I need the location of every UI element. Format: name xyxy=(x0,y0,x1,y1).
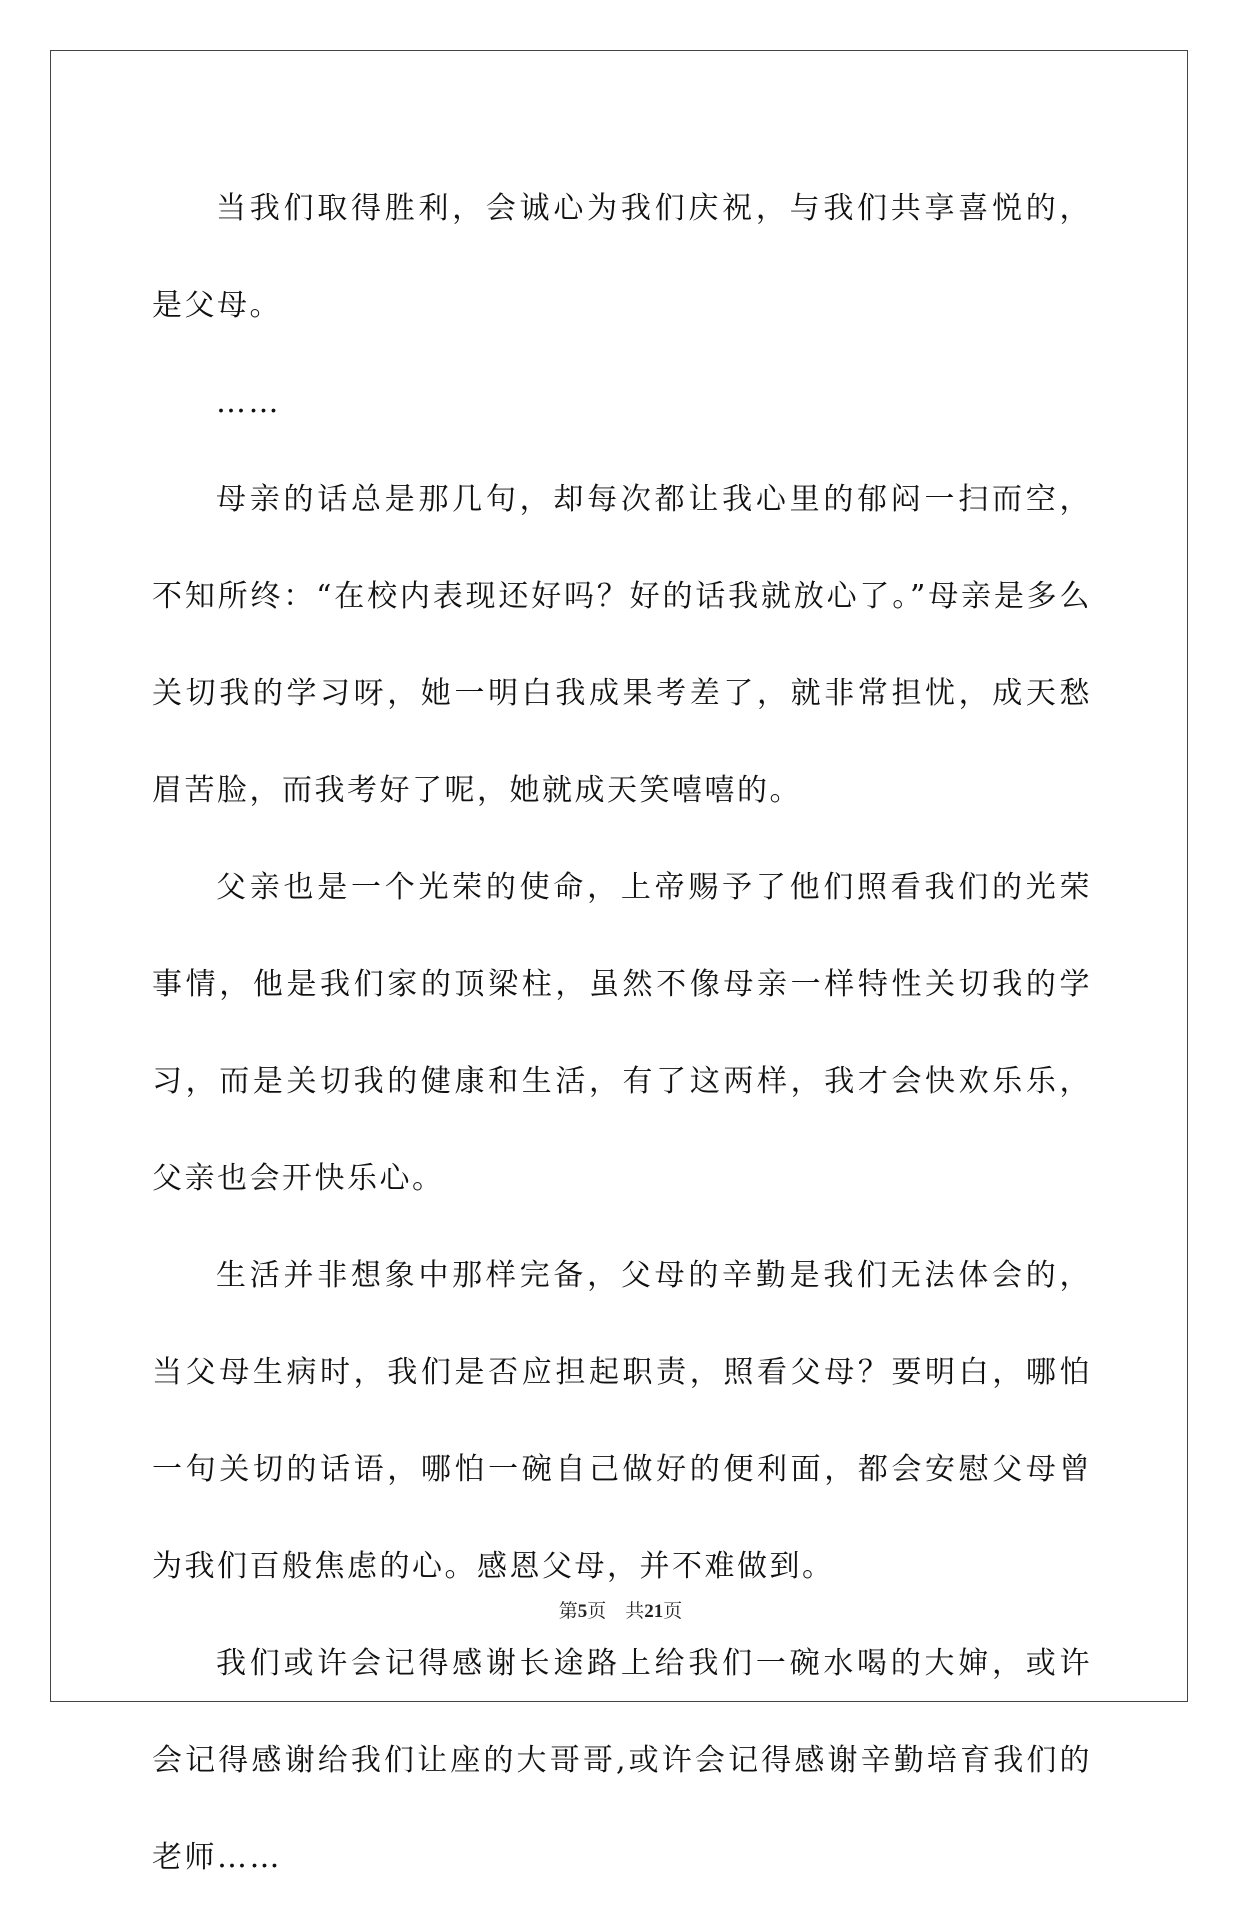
paragraph-1: 当我们取得胜利，会诚心为我们庆祝，与我们共享喜悦的，是父母。 xyxy=(152,191,1092,323)
footer-page-unit: 页 xyxy=(587,1601,607,1622)
paragraph-6: 我们或许会记得感谢长途路上给我们一碗水喝的大婶，或许会记得感谢给我们让座的大哥哥,或许会记得感谢辛勤培育我们的老师…… xyxy=(152,1646,1092,1875)
footer-total-prefix: 共 xyxy=(625,1601,645,1622)
paragraph-3: 母亲的话总是那几句，却每次都让我心里的郁闷一扫而空，不知所终：“在校内表现还好吗？好的话我就放心了。”母亲是多么关切我的学习呀，她一明白我成果考差了，就非常担忧，成天愁眉苦脸，而我考好了呢，她就成天笑嘻嘻的。 xyxy=(152,482,1092,808)
current-page-number: 5 xyxy=(577,1601,588,1622)
paragraph-4: 父亲也是一个光荣的使命，上帝赐予了他们照看我们的光荣事情，他是我们家的顶梁柱，虽然不像母亲一样特性关切我的学习，而是关切我的健康和生活，有了这两样，我才会快欢乐乐，父亲也会开快乐心。 xyxy=(152,870,1092,1196)
total-pages-number: 21 xyxy=(644,1601,664,1622)
footer-total-unit: 页 xyxy=(663,1601,683,1622)
document-body xyxy=(152,160,1092,1906)
page-footer xyxy=(0,1596,1241,1623)
paragraph-5: 生活并非想象中那样完备，父母的辛勤是我们无法体会的，当父母生病时，我们是否应担起职责，照看父母？要明白，哪怕一句关切的话语，哪怕一碗自己做好的便利面，都会安慰父母曾为我们百般焦虑的心。感恩父母，并不难做到。 xyxy=(152,1258,1092,1584)
footer-prefix: 第 xyxy=(558,1601,578,1622)
paragraph-ellipsis: …… xyxy=(216,385,281,420)
